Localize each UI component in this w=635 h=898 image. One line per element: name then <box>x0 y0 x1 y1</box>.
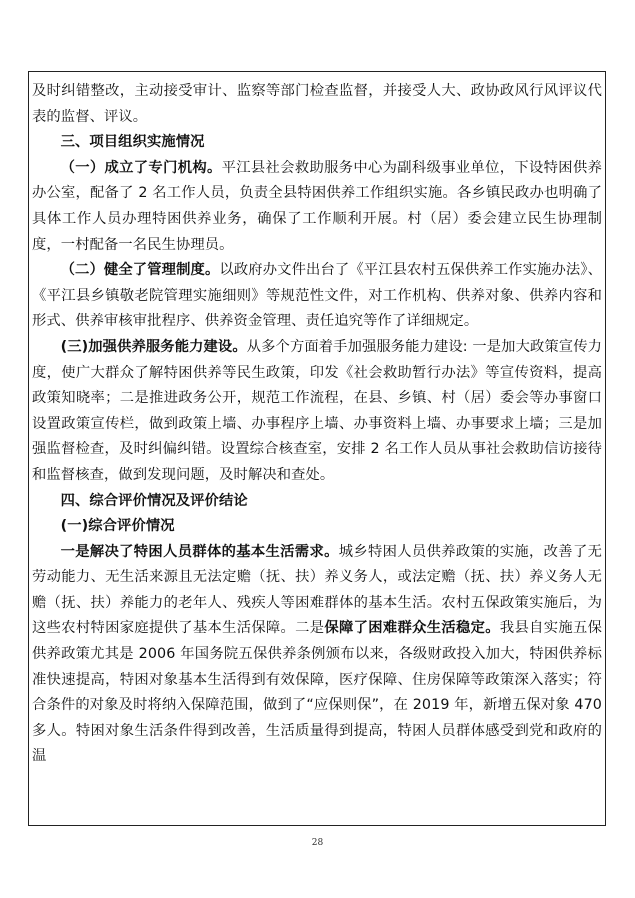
paragraph-text: 平江县社会救助服务中心为副科级事业单位，下设特困供养办公室，配备了 2 名工作人员，负责全县特困供养工作组织实施。各乡镇民政办也明确了具体工作人员办理特困供养业务，确保了工作顺利开展。村（居）委会建立民生协理制度，一村配备一名民生协理员。 <box>32 159 602 253</box>
paragraph-text: 及时纠错整改，主动接受审计、监察等部门检查监督，并接受人大、政协政风行风评议代表的监督、评议。 <box>32 83 602 125</box>
paragraph-text: 以政府办文件出台了《平江县农村五保供养工作实施办法》、《平江县乡镇敬老院管理实施细则》等规范性文件，对工作机构、供养对象、供养内容和形式、供养审核审批程序、供养资金管理、责任追究等作了详细规定。 <box>32 262 603 330</box>
document-frame <box>28 71 606 826</box>
paragraph-evaluation <box>32 540 602 770</box>
paragraph-text-2: 我县自实施五保供养政策尤其是 2006 年国务院五保供养条例颁布以来，各级财政投入加大，特困供养标准快速提高，特困对象基本生活得到有效保障，医疗保障、住房保障等政策深入落实；符合条件的对象及时将纳入保障范围，做到了“应保则保”，在 2019 年，新增五保对象 470 多人。特困对象生活条件得到改善，生活质量得到提高，特困人员群体感受到党和政府的温 <box>32 620 602 765</box>
section-heading-3: 三、项目组织实施情况 <box>60 134 205 151</box>
paragraph-capacity <box>32 335 602 489</box>
paragraph-lead: 一是解决了特困人员群体的基本生活需求。 <box>60 543 339 560</box>
paragraph-continuation <box>32 79 602 130</box>
subsection-heading: (一)综合评价情况 <box>60 518 175 535</box>
section-heading-4: 四、综合评价情况及评价结论 <box>60 492 248 509</box>
page-number: 28 <box>311 838 324 848</box>
paragraph-text: 城乡特困人员供养政策的实施，改善了无劳动能力、无生活来源且无法定赡（抚、扶）养义务人，或法定赡（抚、扶）养义务人无赡（抚、扶）养能力的老年人、残疾人等困难群体的基本生活。农村五保政策实施后，为这些农村特困家庭提供了基本生活保障。二是 <box>32 543 602 637</box>
document-body <box>32 79 602 770</box>
paragraph-lead: （一）成立了专门机构。 <box>60 159 222 176</box>
paragraph-lead: (三)加强供养服务能力建设。 <box>60 338 247 355</box>
paragraph-management <box>32 258 602 335</box>
paragraph-text: 从多个方面着手加强服务能力建设: 一是加大政策宣传力度，使广大群众了解特困供养等民生政策，印发《社会救助暂行办法》等宣传资料，提高政策知晓率；二是推进政务公开，规范工作流程，在县、乡镇、村（居）委会等办事窗口设置政策宣传栏，做到政策上墙、办事程序上墙、办事资料上墙、办事要求上墙；三是加强监督检查，及时纠偏纠错。设置综合核查室，安排 2 名工作人员从事社会救助信访接待和监督核查，做到发现问题，及时解决和查处。 <box>32 338 602 483</box>
paragraph-lead-2: 保障了困难群众生活稳定。 <box>324 620 500 637</box>
paragraph-organization <box>32 156 602 258</box>
paragraph-lead: （二）健全了管理制度。 <box>60 262 220 279</box>
